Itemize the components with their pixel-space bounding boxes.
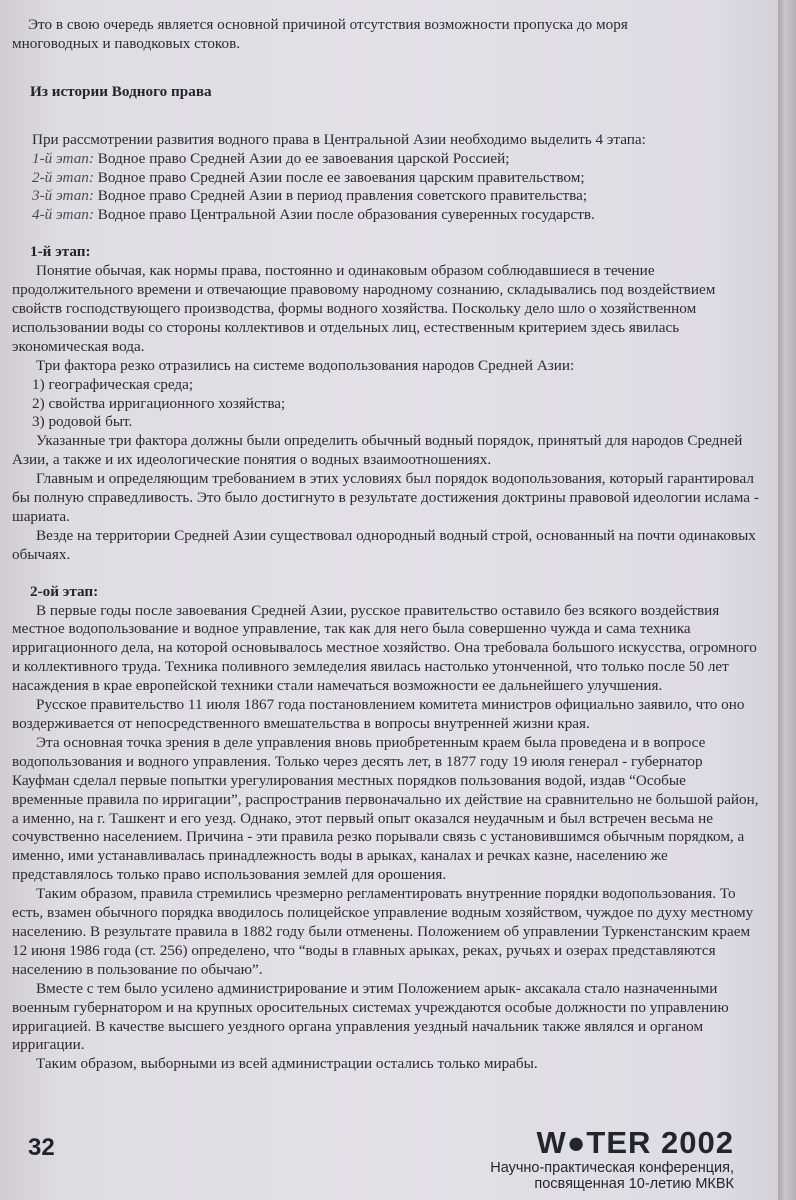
stage-item-2: 2-й этап: Водное право Средней Азии после ее завоевания царским правительством;	[32, 168, 585, 186]
logo-brand: W●TER 2002	[536, 1125, 734, 1160]
paragraph: Три фактора резко отразились на системе водопользования народов Средней Азии:	[36, 356, 575, 374]
stage-item-1: 1-й этап: Водное право Средней Азии до ее завоевания царской Россией;	[32, 149, 510, 167]
paragraph: Таким образом, правила стремились чрезмерно регламентировать внутренние порядки водопользования. То есть, взамен обычного порядка вводилось полицейское управление водным хозяйством, чуждое по духу местному населению. В результате правила в 1882 году были отменены. Положением об управлении Туркенстанским краем 12 июня 1986 года (ст. 256) определено, что “воды в главных арыках, реках, ручьях и озерах представляются населению в пользование по обычаю”.	[12, 885, 754, 978]
paragraph: Понятие обычая, как нормы права, постоянно и одинаковым образом соблюдавшиеся в течение продолжительного времени и отвечающие правовому народному сознанию, складывались под воздействием свойств господствующего производства, формы водного хозяйства. Поскольку дело шло о хозяйственном использовании воды со стороны коллективов и отдельных лиц, естественным критерием здесь явилась экономическая вода.	[12, 262, 716, 355]
intro-line-1: Это в свою очередь является основной причиной отсутствия возможности пропуска до моря	[28, 16, 628, 33]
list-item: 1) географическая среда;	[32, 375, 194, 393]
stage-label: 4-й этап:	[32, 206, 94, 224]
paragraph: Эта основная точка зрения в деле управления вновь приобретенным краем была проведена и в вопросе водопользования и водного управления. Только через десять лет, в 1877 году 19 июля генерал - губернатор Кауфман сделал первые попытки урегулирования местных порядков пользования водой, издав “Особые временные правила по ирригации”, распространив первоначально их действие на сравнительно не большой район, а именно, на г. Ташкент и его уезд. Однако, этот первый опыт оказался неудачным и был встречен весьма не сочувственно населением. Причина - эти правила резко порывали связь с установившимся обычным порядком, а именно, ими устанавливалась принадлежность воды в арыках, каналах и речках казне, населению же представлялось только право использования землей для орошения.	[12, 733, 759, 884]
conference-logo	[490, 1126, 734, 1192]
stage-label: 3-й этап:	[32, 187, 94, 205]
stage2-heading: 2-ой этап:	[30, 582, 99, 600]
paragraph: Русское правительство 11 июля 1867 года постановлением комитета министров официально заявило, что оно воздерживается от непосредственного вмешательства в вопросы внутренней жизни края.	[12, 696, 745, 732]
paragraph: Везде на территории Средней Азии существовал однородный водный строй, основанный на почти одинаковых обычаях.	[12, 526, 756, 563]
paragraph: Указанные три фактора должны были определить обычный водный порядок, принятый для народов Средней Азии, а также и их идеологические понятия о водных взаимоотношениях.	[12, 432, 743, 469]
paragraph: В первые годы после завоевания Средней Азии, русское правительство оставило без всякого воздействия местное водопользование и водное управление, так как для него была совершенно чужда и сама техника ирригационного дела, на которой основывалось местное хозяйство. Она требовала большого искусства, огромного и коллективного труда. Техника поливного земледелия явилась настолько утонченной, что только после 50 лет насаждения в крае европейской техники стали намечаться возможности ее дальнейшего улучшения.	[12, 601, 757, 695]
paragraph: Таким образом, выборными из всей администрации остались только мирабы.	[36, 1055, 538, 1073]
stage-label: 1-й этап:	[32, 149, 94, 167]
stage-item-4: 4-й этап: Водное право Центральной Азии после образования суверенных государств.	[32, 206, 595, 224]
list-item: 3) родовой быт.	[32, 413, 133, 431]
logo-subtitle-2: посвященная 10-летию МКВК	[534, 1176, 734, 1192]
history-lead: При рассмотрении развития водного права в Центральной Азии необходимо выделить 4 этапа:	[32, 130, 646, 148]
history-heading: Из истории Водного права	[30, 82, 212, 100]
page-edge	[778, 0, 796, 1200]
page-number: 32	[28, 1134, 55, 1161]
stage-label: 2-й этап:	[32, 168, 94, 186]
document-body	[12, 16, 760, 1074]
stage-item-3: 3-й этап: Водное право Средней Азии в период правления советского правительства;	[32, 187, 588, 205]
stage1-heading: 1-й этап:	[30, 243, 91, 261]
paragraph: Вместе с тем было усилено администрирование и этим Положением арык- аксакала стало назначенными военным губернатором и на крупных оросительных системах учреждаются особые должности по управлению ирригацией. В качестве высшего уездного органа управления уездный начальник также являлся и органом ирригации.	[12, 979, 729, 1054]
logo-subtitle-1: Научно-практическая конференция,	[490, 1160, 734, 1176]
intro-line-2: многоводных и паводковых стоков.	[12, 34, 241, 52]
paragraph: Главным и определяющим требованием в этих условиях был порядок водопользования, который гарантировал бы полную справедливость. Это было достигнуто в результате достижения доктрины правовой идеологии ислама - шариата.	[12, 470, 759, 525]
list-item: 2) свойства ирригационного хозяйства;	[32, 394, 286, 412]
